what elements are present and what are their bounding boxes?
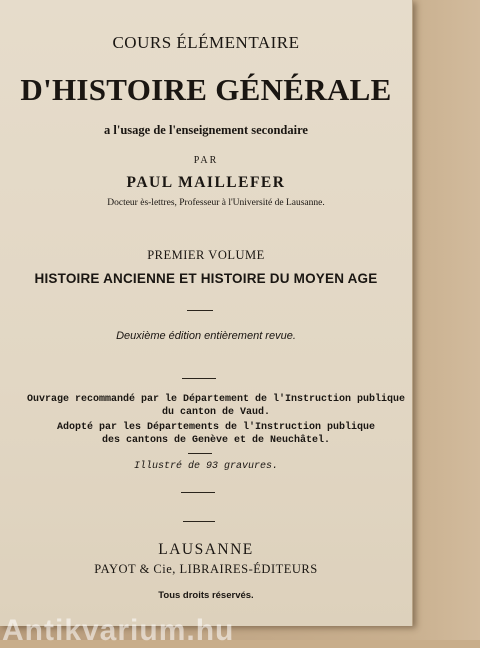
recommendation-line-2: du canton de Vaud. (161, 407, 271, 418)
divider-rule (188, 453, 212, 454)
series-title: COURS ÉLÉMENTAIRE (112, 33, 300, 52)
by-label: PAR (193, 155, 219, 166)
watermark-text: Antikvarium.hu (2, 614, 235, 647)
illustrations-note: Illustré de 93 gravures. (133, 461, 279, 472)
volume-label: PREMIER VOLUME (147, 248, 265, 262)
main-title: D'HISTOIRE GÉNÉRALE (20, 72, 392, 107)
recommendation-line-1: Ouvrage recommandé par le Département de l'Instruction publique (26, 394, 406, 405)
divider-rule (183, 521, 215, 522)
adoption-line-1: Adopté par les Départements de l'Instruction publique (56, 422, 376, 433)
divider-rule (181, 492, 215, 493)
rights-notice: Tous droits réservés. (158, 590, 254, 601)
publication-city: LAUSANNE (158, 541, 254, 558)
divider-rule (187, 310, 213, 311)
publisher-name: PAYOT & Cie, LIBRAIRES-ÉDITEURS (94, 562, 318, 576)
author-credentials: Docteur ès-lettres, Professeur à l'Université de Lausanne. (107, 198, 325, 208)
edition-note: Deuxième édition entièrement revue. (116, 330, 296, 342)
divider-rule (182, 378, 216, 379)
book-subtitle: HISTOIRE ANCIENNE ET HISTOIRE DU MOYEN AGE (34, 271, 378, 286)
purpose-line: a l'usage de l'enseignement secondaire (104, 123, 308, 137)
author-name: PAUL MAILLEFER (126, 174, 286, 191)
adoption-line-2: des cantons de Genève et de Neuchâtel. (101, 435, 331, 446)
